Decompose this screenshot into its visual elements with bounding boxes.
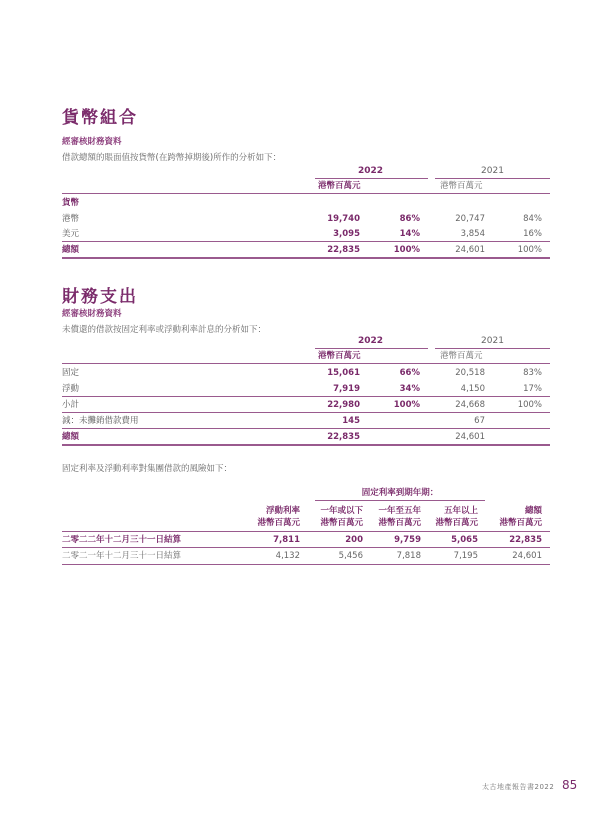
value-within-one-year: 5,456 xyxy=(338,551,363,561)
column-header-one-to-five-years: 一年至五年 港幣百萬元 xyxy=(378,506,421,528)
unit-2022: 港幣百萬元 xyxy=(318,181,361,191)
value-2021: 24,601 xyxy=(455,245,485,255)
row-label: 二零二一年十二月三十一日結算 xyxy=(62,551,182,561)
column-header-over-five-years: 五年以上 港幣百萬元 xyxy=(435,506,478,528)
row-label: 總額 xyxy=(62,432,80,442)
value-within-one-year: 200 xyxy=(345,535,363,545)
year-header-2021: 2021 xyxy=(481,336,504,346)
percent-2022: 34% xyxy=(399,384,420,394)
column-header-total: 總額 港幣百萬元 xyxy=(499,506,542,528)
value-2022: 7,919 xyxy=(333,384,360,394)
row-label: 總額 xyxy=(62,245,80,255)
percent-2022: 100% xyxy=(393,245,420,255)
percent-2021: 100% xyxy=(517,400,542,410)
value-2022: 22,835 xyxy=(327,432,360,442)
value-2021: 24,601 xyxy=(455,432,485,442)
section-description: 借款總額的賬面值按貨幣(在跨幣掉期後)所作的分析如下： xyxy=(62,153,282,163)
percent-2022: 66% xyxy=(399,368,420,378)
percent-2021: 16% xyxy=(523,229,542,239)
report-title: 太古地產報告書2022 xyxy=(482,783,555,791)
value-2022: 3,095 xyxy=(333,229,360,239)
row-label: 二零二二年十二月三十一日結算 xyxy=(62,535,182,545)
row-label: 美元 xyxy=(62,229,80,239)
value-2022: 22,835 xyxy=(327,245,360,255)
value-floating: 7,811 xyxy=(273,535,300,545)
row-label: 小計 xyxy=(62,400,80,410)
percent-2022: 100% xyxy=(393,400,420,410)
column-header-floating: 浮動利率 港幣百萬元 xyxy=(257,506,300,528)
column-header-within-one-year: 一年或以下 港幣百萬元 xyxy=(320,506,363,528)
value-2022: 145 xyxy=(342,416,360,426)
percent-2021: 100% xyxy=(517,245,542,255)
percent-2021: 84% xyxy=(523,214,542,224)
value-over-five-years: 7,195 xyxy=(453,551,478,561)
value-total: 24,601 xyxy=(512,551,542,561)
unit-2021: 港幣百萬元 xyxy=(440,181,483,191)
year-header-2022: 2022 xyxy=(357,336,384,346)
value-2021: 3,854 xyxy=(460,229,485,239)
value-2021: 4,150 xyxy=(460,384,485,394)
page-number: 85 xyxy=(562,778,578,792)
value-2021: 24,668 xyxy=(455,400,485,410)
group-label-currency: 貨幣 xyxy=(62,198,80,208)
row-label: 固定 xyxy=(62,368,80,378)
section-subtitle: 經審核財務資料 xyxy=(62,137,122,147)
section-title-finance-costs: 財務支出 xyxy=(62,287,138,307)
value-over-five-years: 5,065 xyxy=(451,535,478,545)
value-2021: 67 xyxy=(474,416,485,426)
section-title-currency-mix: 貨幣組合 xyxy=(62,108,138,128)
value-one-to-five-years: 9,759 xyxy=(394,535,421,545)
percent-2022: 86% xyxy=(399,214,420,224)
section-description: 未償還的借款按固定利率或浮動利率計息的分析如下： xyxy=(62,325,267,335)
year-header-2022: 2022 xyxy=(357,166,384,176)
value-total: 22,835 xyxy=(509,535,542,545)
row-label: 減：未攤銷借款費用 xyxy=(62,416,139,426)
value-2021: 20,518 xyxy=(455,368,485,378)
row-label: 浮動 xyxy=(62,384,80,394)
unit-2021: 港幣百萬元 xyxy=(440,351,483,361)
value-2022: 22,980 xyxy=(327,400,360,410)
value-floating: 4,132 xyxy=(275,551,300,561)
percent-2022: 14% xyxy=(399,229,420,239)
value-2022: 15,061 xyxy=(327,368,360,378)
value-one-to-five-years: 7,818 xyxy=(396,551,421,561)
percent-2021: 17% xyxy=(523,384,542,394)
fixed-rate-maturity-header: 固定利率到期年期： xyxy=(361,488,439,498)
section-description: 固定利率及浮動利率對集團借款的風險如下： xyxy=(62,464,233,474)
year-header-2021: 2021 xyxy=(481,166,504,176)
section-subtitle: 經審核財務資料 xyxy=(62,309,122,319)
percent-2021: 83% xyxy=(523,368,542,378)
unit-2022: 港幣百萬元 xyxy=(318,351,361,361)
value-2021: 20,747 xyxy=(455,214,485,224)
value-2022: 19,740 xyxy=(327,214,360,224)
row-label: 港幣 xyxy=(62,214,80,224)
